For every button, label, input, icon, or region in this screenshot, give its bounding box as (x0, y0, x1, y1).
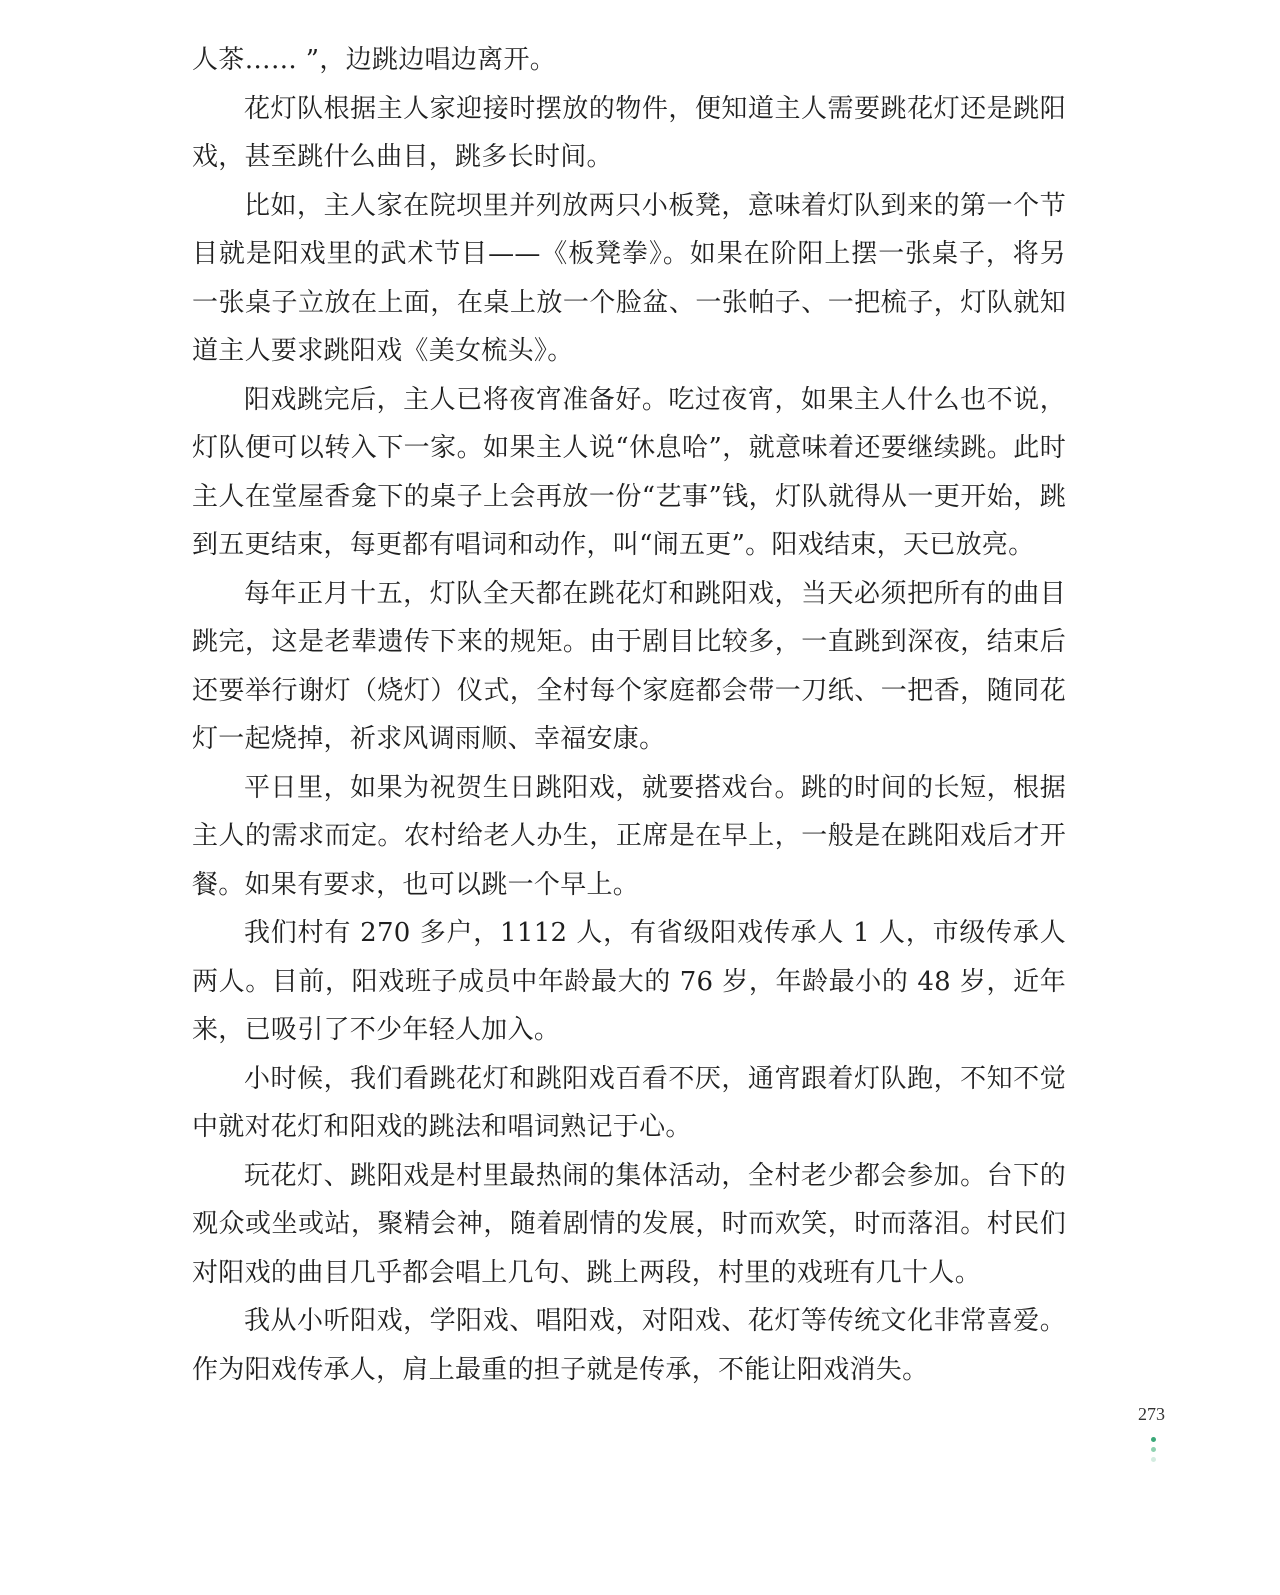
paragraph-2: 花灯队根据主人家迎接时摆放的物件，便知道主人需要跳花灯还是跳阳戏，甚至跳什么曲目，跳多长时间。 (192, 93, 1066, 172)
paragraph-5: 每年正月十五，灯队全天都在跳花灯和跳阳戏，当天必须把所有的曲目跳完，这是老辈遗传下来的规矩。由于剧目比较多，一直跳到深夜，结束后还要举行谢灯（烧灯）仪式，全村每个家庭都会带一刀纸、一把香，随同花灯一起烧掉，祈求风调雨顺、幸福安康。 (192, 578, 1066, 754)
body-text (192, 36, 1066, 1394)
paragraph-9: 玩花灯、跳阳戏是村里最热闹的集体活动，全村老少都会参加。台下的观众或坐或站，聚精会神，随着剧情的发展，时而欢笑，时而落泪。村民们对阳戏的曲目几乎都会唱上几句、跳上两段，村里的戏班有几十人。 (192, 1160, 1066, 1288)
paragraph-4: 阳戏跳完后，主人已将夜宵准备好。吃过夜宵，如果主人什么也不说，灯队便可以转入下一家。如果主人说“休息哈”，就意味着还要继续跳。此时主人在堂屋香龛下的桌子上会再放一份“艺事”钱，灯队就得从一更开始，跳到五更结束，每更都有唱词和动作，叫“闹五更”。阳戏结束，天已放亮。 (192, 384, 1066, 560)
page-marker-dots-icon (1149, 1437, 1159, 1467)
marker-dot-icon (1151, 1437, 1156, 1442)
marker-dot-icon (1151, 1457, 1156, 1462)
marker-dot-icon (1151, 1447, 1156, 1452)
paragraph-6: 平日里，如果为祝贺生日跳阳戏，就要搭戏台。跳的时间的长短，根据主人的需求而定。农村给老人办生，正席是在早上，一般是在跳阳戏后才开餐。如果有要求，也可以跳一个早上。 (192, 772, 1066, 900)
paragraph-10: 我从小听阳戏，学阳戏、唱阳戏，对阳戏、花灯等传统文化非常喜爱。作为阳戏传承人，肩上最重的担子就是传承，不能让阳戏消失。 (192, 1306, 1066, 1385)
paragraph-7: 我们村有 270 多户，1112 人，有省级阳戏传承人 1 人，市级传承人两人。目前，阳戏班子成员中年龄最大的 76 岁，年龄最小的 48 岁，近年来，已吸引了不少年轻人加入。 (192, 918, 1066, 1045)
page-number: 273 (1138, 1404, 1165, 1424)
paragraph-8: 小时候，我们看跳花灯和跳阳戏百看不厌，通宵跟着灯队跑，不知不觉中就对花灯和阳戏的跳法和唱词熟记于心。 (192, 1063, 1066, 1142)
paragraph-1: 人茶…… ”，边跳边唱边离开。 (192, 45, 557, 75)
paragraph-3: 比如，主人家在院坝里并列放两只小板凳，意味着灯队到来的第一个节目就是阳戏里的武术节目——《板凳拳》。如果在阶阳上摆一张桌子，将另一张桌子立放在上面，在桌上放一个脸盆、一张帕子、一把梳子，灯队就知道主人要求跳阳戏《美女梳头》。 (192, 190, 1066, 366)
